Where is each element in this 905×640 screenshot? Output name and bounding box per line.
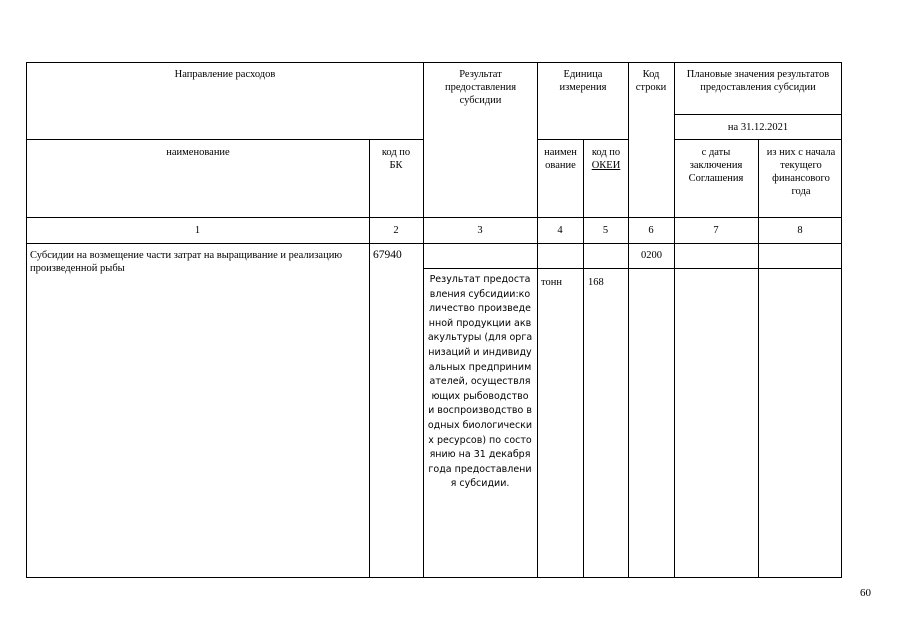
grid-line <box>26 139 423 140</box>
grid-line <box>674 139 842 140</box>
grid-line <box>674 114 842 115</box>
grid-line <box>26 217 842 218</box>
header-name: наименование <box>166 147 230 158</box>
header-unit: Единица измерения <box>559 69 607 93</box>
grid-line <box>423 268 842 269</box>
grid-line <box>369 139 370 578</box>
grid-line <box>537 139 628 140</box>
column-number: 6 <box>648 225 654 236</box>
column-number: 8 <box>797 225 803 236</box>
okei-suffix: ОКЕИ <box>591 160 621 171</box>
row-bk-code: 67940 <box>373 249 402 261</box>
row-unit-name: тонн <box>541 277 562 288</box>
column-number: 5 <box>602 225 609 236</box>
grid-line <box>758 139 759 578</box>
row-name: Субсидии на возмещение части затрат на выращивание и реализацию произведенной рыбы <box>30 250 343 274</box>
header-date: на 31.12.2021 <box>727 122 789 133</box>
page-number: 60 <box>860 587 871 599</box>
grid-line <box>26 243 842 244</box>
row-row-code: 0200 <box>641 250 662 261</box>
row-okei-code: 168 <box>588 277 604 288</box>
header-from-start: из них с начала текущего финансового года <box>766 147 836 197</box>
row-result: Результат предоставления субсидии:количество произведенной продукции аквакультуры (для организаций и индивидуальных предпринимателей, осуществляющих рыбоводство и воспроизводство водных биологических ресурсов) по состоянию на 31 декабря года предоставления субсидии. <box>427 274 533 490</box>
column-number: 3 <box>477 225 483 236</box>
column-number: 1 <box>194 225 201 236</box>
grid-line <box>628 62 629 578</box>
header-result: Результат предоставления субсидии <box>444 69 517 106</box>
header-okei-code <box>586 146 626 172</box>
column-number: 4 <box>557 225 563 236</box>
header-unit-name: наимен ование <box>544 147 577 171</box>
header-planned: Плановые значения результатов предоставления субсидии <box>686 69 830 93</box>
column-number: 7 <box>713 225 719 236</box>
column-number: 2 <box>393 225 399 236</box>
header-from-date: с даты заключения Соглашения <box>688 147 744 184</box>
grid-line <box>583 139 584 578</box>
grid-line <box>423 62 424 578</box>
header-row-code: Код строки <box>635 69 667 93</box>
header-direction: Направление расходов <box>174 69 276 80</box>
header-bk-code: код по БК <box>381 147 411 171</box>
okei-prefix: код по <box>591 147 621 158</box>
